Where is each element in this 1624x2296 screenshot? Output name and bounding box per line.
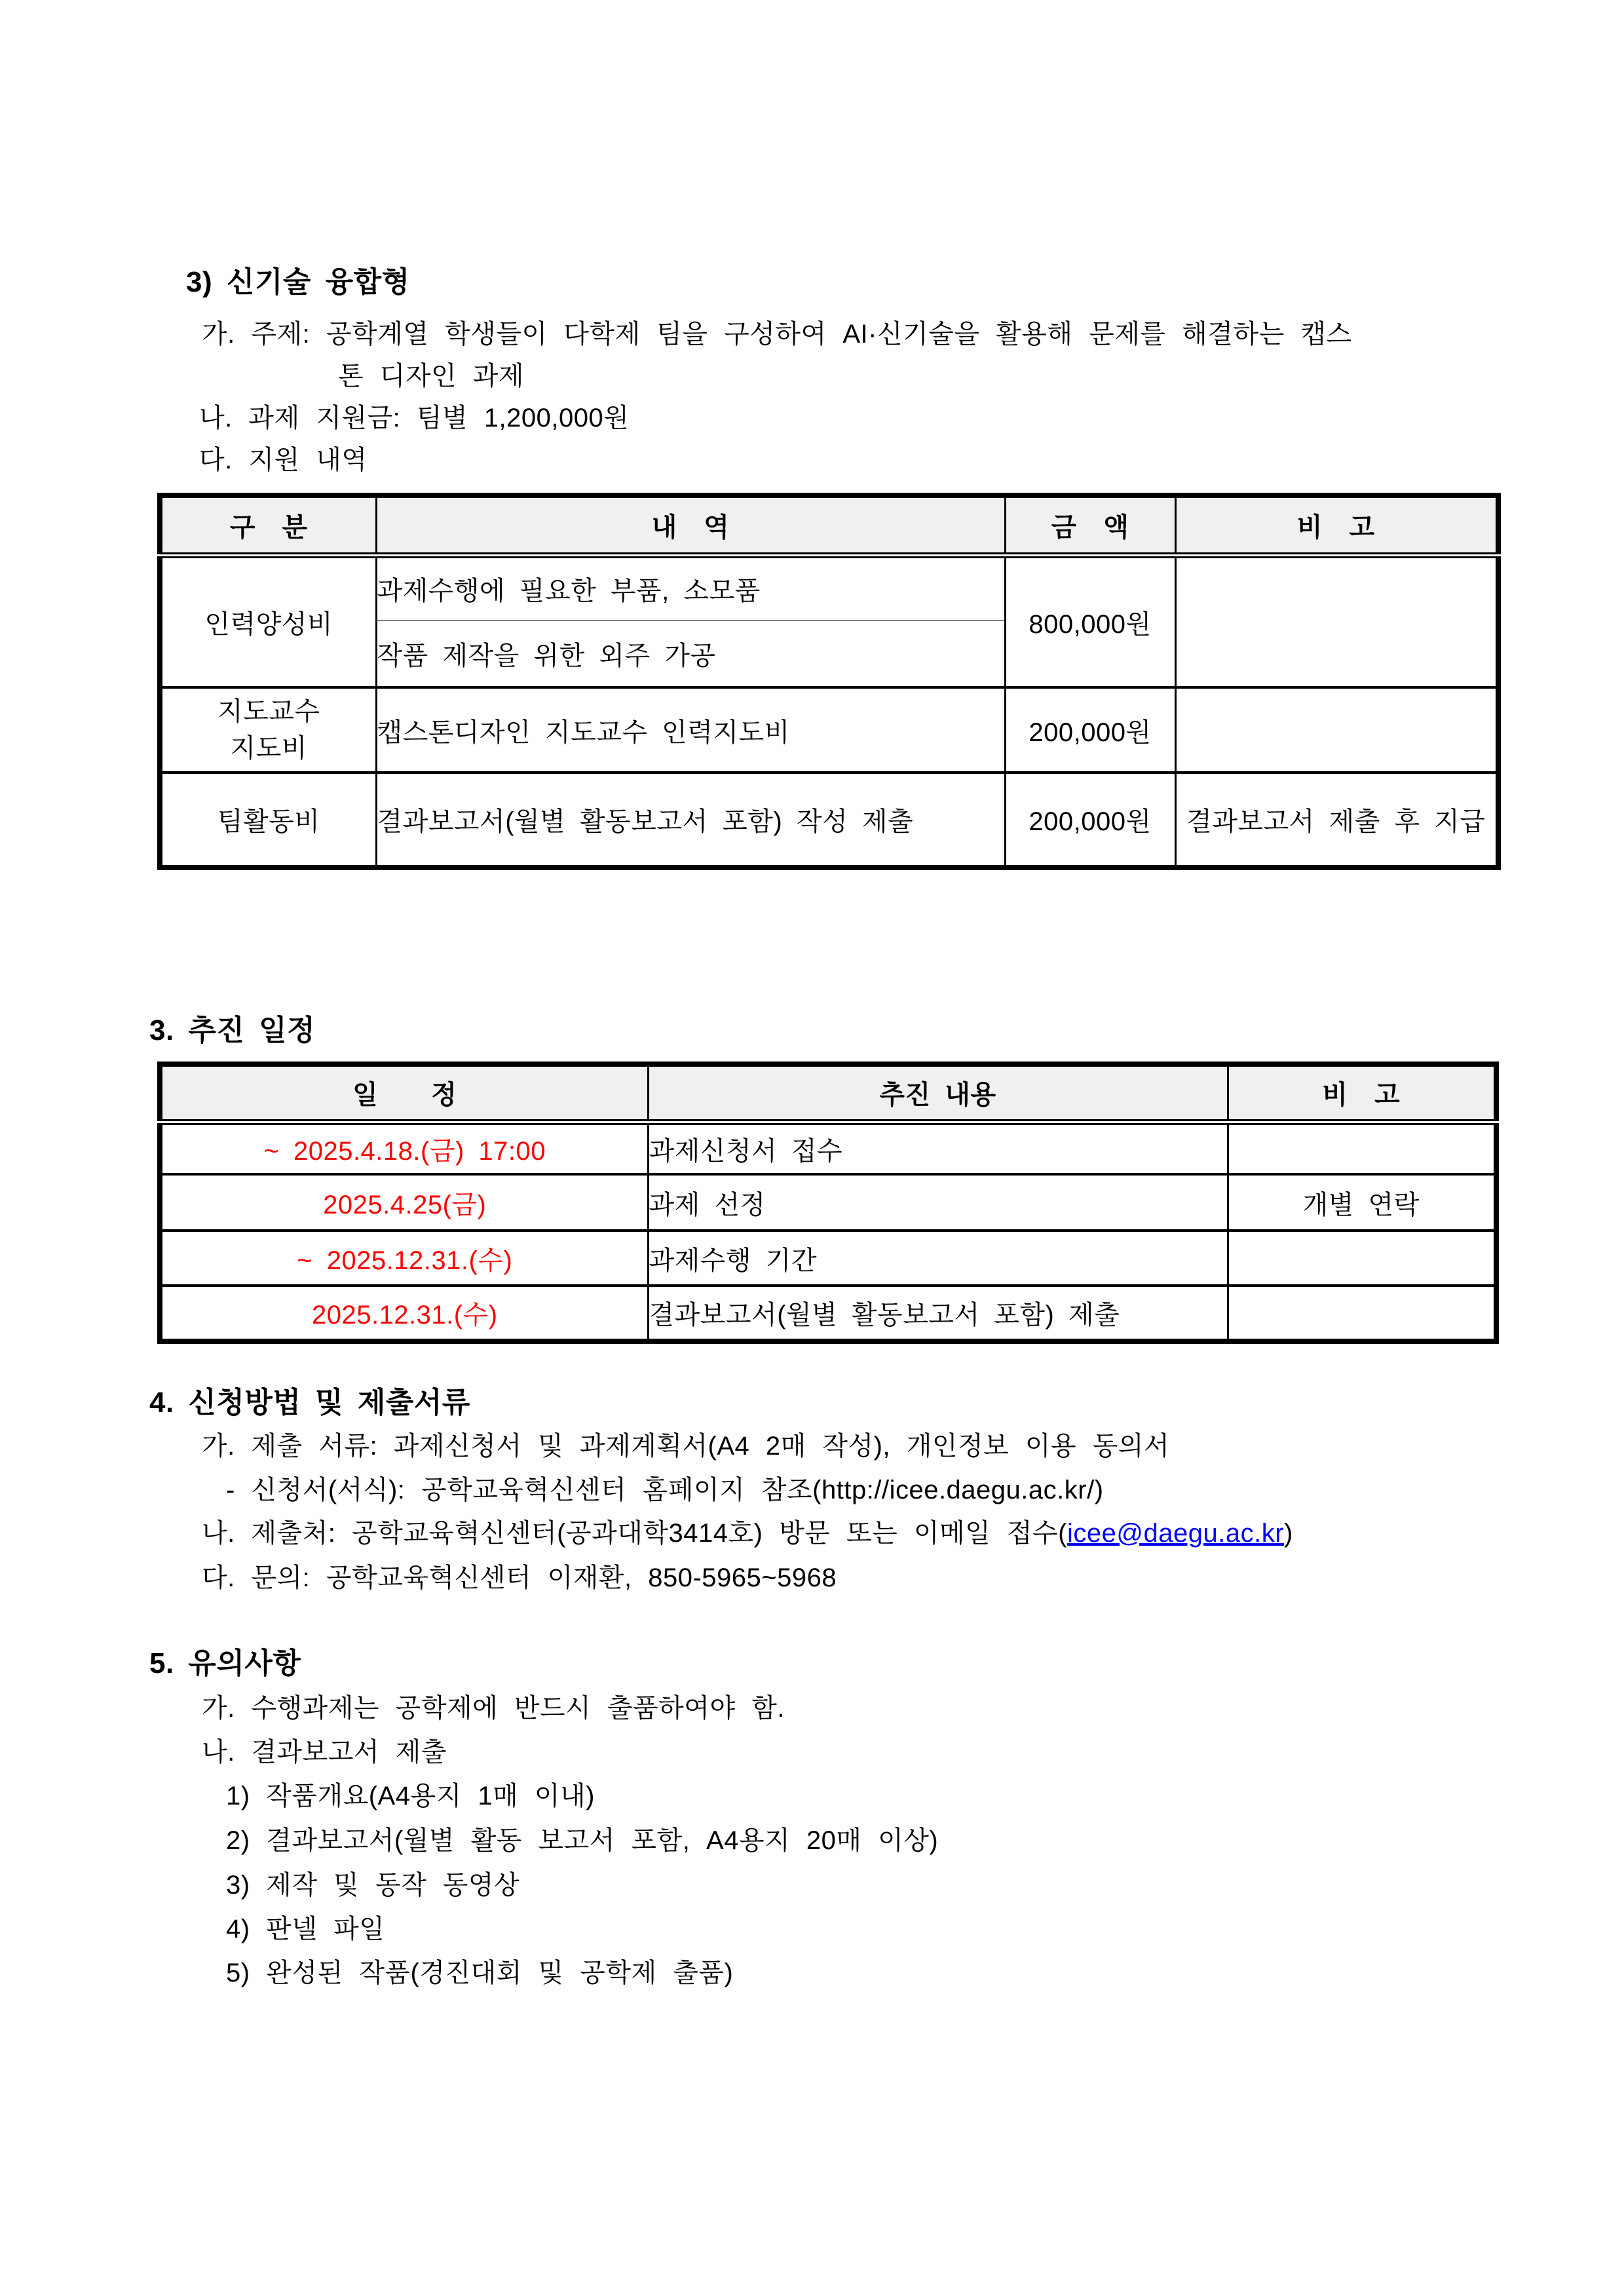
schedule-row1-note	[1228, 1122, 1496, 1174]
notes-section-heading: 5. 유의사항	[149, 1647, 301, 1679]
schedule-row4-date: 2025.12.31.(수)	[160, 1286, 648, 1341]
schedule-row4-note	[1228, 1286, 1496, 1341]
newtech-detail-line: 다. 지원 내역	[199, 446, 368, 474]
notes-item-4: 4) 판넬 파일	[226, 1915, 385, 1943]
support-row-advisor	[160, 687, 1498, 773]
support-team-note: 결과보고서 제출 후 지급	[1175, 773, 1498, 868]
schedule-row3-date: ~ 2025.12.31.(수)	[160, 1231, 648, 1286]
support-table	[157, 493, 1501, 870]
schedule-header-note: 비 고	[1228, 1064, 1496, 1122]
schedule-row2-content: 과제 선정	[648, 1174, 1228, 1231]
schedule-row3-content: 과제수행 기간	[648, 1231, 1228, 1286]
apply-form-line: - 신청서(서식): 공학교육혁신센터 홈페이지 참조(http://icee.daegu.ac.kr/)	[226, 1476, 1104, 1504]
support-advisor-item: 캡스톤디자인 지도교수 인력지도비	[376, 687, 1005, 773]
support-header-item: 내 역	[376, 495, 1005, 555]
schedule-header-content: 추진 내용	[648, 1064, 1228, 1122]
schedule-row2-note: 개별 연락	[1228, 1174, 1496, 1231]
support-advisor-note	[1175, 687, 1498, 773]
support-row-manpower-1	[160, 555, 1498, 621]
notes-item-1: 1) 작품개요(A4용지 1매 이내)	[226, 1782, 595, 1810]
schedule-row-2	[160, 1174, 1496, 1231]
support-team-category: 팀활동비	[160, 773, 376, 868]
notes-item-2: 2) 결과보고서(월별 활동 보고서 포함, A4용지 20매 이상)	[226, 1826, 939, 1855]
apply-submit-prefix: 나. 제출처: 공학교육혁신센터(공과대학3414호) 방문 또는 이메일 접수(	[202, 1519, 1067, 1548]
schedule-row1-content: 과제신청서 접수	[648, 1122, 1228, 1174]
schedule-row1-date: ~ 2025.4.18.(금) 17:00	[160, 1122, 648, 1174]
notes-item-3: 3) 제작 및 동작 동영상	[226, 1871, 520, 1900]
schedule-header-date: 일 정	[160, 1064, 648, 1122]
apply-documents-line: 가. 제출 서류: 과제신청서 및 과제계획서(A4 2매 작성), 개인정보 이용 동의서	[202, 1432, 1170, 1461]
newtech-subject-line2: 톤 디자인 과제	[338, 362, 525, 391]
schedule-table-header-row	[160, 1064, 1496, 1122]
schedule-row-1	[160, 1122, 1496, 1174]
support-team-item: 결과보고서(월별 활동보고서 포함) 작성 제출	[376, 773, 1005, 868]
apply-contact-line: 다. 문의: 공학교육혁신센터 이재환, 850-5965~5968	[202, 1563, 837, 1592]
support-header-amount: 금 액	[1005, 495, 1175, 555]
email-link[interactable]: icee@daegu.ac.kr	[1067, 1519, 1285, 1548]
schedule-row2-date: 2025.4.25(금)	[160, 1174, 648, 1231]
support-advisor-category-line2: 지도비	[230, 734, 307, 763]
notes-item-5: 5) 완성된 작품(경진대회 및 공학제 출품)	[226, 1959, 734, 1987]
newtech-section-heading: 3) 신기술 융합형	[186, 266, 410, 298]
support-manpower-item2: 작품 제작을 위한 외주 가공	[376, 621, 1005, 687]
support-manpower-amount: 800,000원	[1005, 555, 1175, 687]
support-advisor-amount: 200,000원	[1005, 687, 1175, 773]
support-table-header-row	[160, 495, 1498, 555]
notes-exhibit-line: 가. 수행과제는 공학제에 반드시 출품하여야 함.	[202, 1694, 785, 1723]
apply-submit-line	[202, 1518, 1293, 1549]
schedule-row-4	[160, 1286, 1496, 1341]
schedule-row4-content: 결과보고서(월별 활동보고서 포함) 제출	[648, 1286, 1228, 1341]
schedule-section-heading: 3. 추진 일정	[149, 1014, 316, 1046]
support-manpower-item1: 과제수행에 필요한 부품, 소모품	[376, 555, 1005, 621]
support-row-team	[160, 773, 1498, 868]
support-advisor-category	[160, 687, 376, 773]
support-manpower-category: 인력양성비	[160, 555, 376, 687]
support-advisor-category-line1: 지도교수	[217, 697, 320, 726]
newtech-fund-line: 나. 과제 지원금: 팀별 1,200,000원	[199, 404, 630, 432]
support-team-amount: 200,000원	[1005, 773, 1175, 868]
support-manpower-note	[1175, 555, 1498, 687]
apply-submit-suffix: )	[1284, 1519, 1293, 1548]
support-header-category: 구 분	[160, 495, 376, 555]
schedule-table	[157, 1062, 1499, 1344]
schedule-row3-note	[1228, 1231, 1496, 1286]
schedule-row-3	[160, 1231, 1496, 1286]
support-header-note: 비 고	[1175, 495, 1498, 555]
apply-section-heading: 4. 신청방법 및 제출서류	[149, 1387, 470, 1419]
notes-report-line: 나. 결과보고서 제출	[202, 1738, 447, 1767]
newtech-subject-line1: 가. 주제: 공학계열 학생들이 다학제 팀을 구성하여 AI·신기술을 활용해 문제를 해결하는 캡스	[202, 320, 1352, 349]
